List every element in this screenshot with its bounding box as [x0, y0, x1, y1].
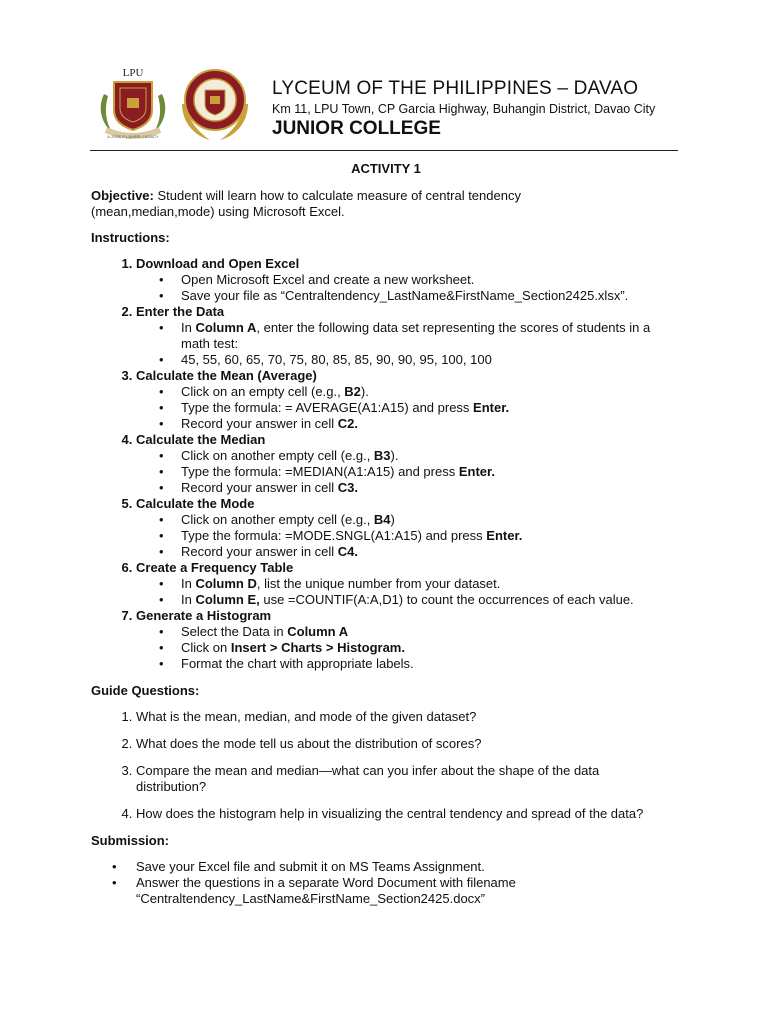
step-title: Create a Frequency Table	[136, 560, 294, 575]
instruction-step	[136, 560, 681, 608]
lpu-seal-logo	[176, 64, 254, 142]
bullet-text: Click on an empty cell (e.g.,	[181, 384, 345, 399]
objective-text: Student will learn how to calculate measure of central tendency (mean,median,mode) using Microsoft Excel.	[91, 188, 521, 219]
bullet-emphasis: B2	[344, 384, 361, 399]
submission-label: Submission:	[91, 833, 170, 848]
bullet-text: Format the chart with appropriate labels.	[181, 656, 414, 671]
bullet-text: In	[181, 576, 196, 591]
bullet-emphasis: Column A	[287, 624, 349, 639]
instruction-steps	[91, 256, 681, 672]
bullet-emphasis: Enter.	[486, 528, 523, 543]
step-bullet	[181, 416, 681, 432]
school-info	[272, 78, 655, 140]
submission-item: • Save your Excel file and submit it on MS Teams Assignment.	[136, 859, 681, 875]
bullet-text: In	[181, 592, 196, 607]
activity-title: ACTIVITY 1	[351, 161, 421, 176]
bullet-emphasis: Column D	[195, 576, 257, 591]
bullet-text: , list the unique number from your dataset.	[256, 576, 501, 591]
school-address: Km 11, LPU Town, CP Garcia Highway, Buhangin District, Davao City	[272, 102, 656, 116]
bullet-emphasis: Enter.	[473, 400, 510, 415]
bullet-text: Open Microsoft Excel and create a new worksheet.	[181, 272, 475, 287]
instruction-step	[136, 256, 681, 304]
guide-question: 2. What does the mode tell us about the distribution of scores?	[136, 736, 681, 752]
lpu-logo-text: LPU	[122, 67, 144, 79]
bullet-text: Save your file as “Centraltendency_LastName&FirstName_Section2425.xlsx”.	[181, 288, 629, 303]
step-bullets	[136, 576, 681, 608]
step-bullets	[136, 512, 681, 560]
bullet-emphasis: B4	[373, 512, 391, 527]
submission-list	[91, 859, 681, 907]
bullet-text: Record your answer in cell	[181, 544, 338, 559]
bullet-text: Type the formula: =MODE.SNGL(A1:A15) and press	[181, 528, 487, 543]
step-bullet	[181, 528, 681, 544]
step-bullet	[181, 512, 681, 528]
bullet-text: Type the formula: =MEDIAN(A1:A15) and press	[181, 464, 459, 479]
step-bullet	[181, 352, 681, 368]
step-bullets	[136, 272, 681, 304]
step-bullet	[181, 288, 681, 304]
step-title: Enter the Data	[136, 304, 225, 319]
bullet-emphasis: Column A	[195, 320, 257, 335]
bullet-emphasis: C4.	[337, 544, 359, 559]
step-bullet	[181, 576, 681, 592]
guide-question: 1. What is the mean, median, and mode of the given dataset?	[136, 709, 681, 725]
step-bullet	[181, 640, 681, 656]
step-bullet	[181, 320, 681, 352]
step-bullets	[136, 448, 681, 496]
bullet-text: Click on	[181, 640, 231, 655]
step-title: Calculate the Median	[136, 432, 266, 447]
step-bullet	[181, 384, 681, 400]
bullet-text: ).	[390, 448, 399, 463]
step-bullet	[181, 400, 681, 416]
bullet-emphasis: C3.	[337, 480, 359, 495]
submission-item: • Answer the questions in a separate Word Document with filename “Centraltendency_LastName&FirstName_Section2425.docx”	[136, 875, 556, 907]
objective	[91, 188, 561, 220]
school-unit: JUNIOR COLLEGE	[272, 118, 441, 139]
header-divider	[90, 150, 678, 151]
bullet-text: use =COUNTIF(A:A,D1) to count the occurrences of each value.	[259, 592, 634, 607]
bullet-emphasis: C2.	[337, 416, 359, 431]
step-bullet	[181, 448, 681, 464]
bullet-text: , enter the following data set representing the scores of students in a math test:	[181, 320, 651, 351]
instruction-step	[136, 608, 681, 672]
step-bullet	[181, 544, 681, 560]
step-bullet	[181, 656, 681, 672]
bullet-emphasis: B3	[373, 448, 391, 463]
instruction-step	[136, 496, 681, 560]
bullet-text: ).	[360, 384, 369, 399]
step-bullet	[181, 592, 681, 608]
step-bullets	[136, 320, 681, 368]
instruction-step	[136, 432, 681, 496]
school-name: LYCEUM OF THE PHILIPPINES – DAVAO	[272, 78, 639, 99]
step-title: Generate a Histogram	[136, 608, 272, 623]
letterhead	[92, 62, 682, 144]
lpu-logo-motto: A JOSE P LAUREL LEGACY	[107, 134, 159, 139]
activity-body	[91, 160, 681, 907]
instruction-step	[136, 304, 681, 368]
lpu-logo	[94, 64, 172, 142]
step-bullets	[136, 624, 681, 672]
bullet-text: In	[181, 320, 196, 335]
bullet-text: Click on another empty cell (e.g.,	[181, 512, 374, 527]
instructions-label: Instructions:	[91, 230, 170, 245]
step-bullet	[181, 624, 681, 640]
bullet-text: 45, 55, 60, 65, 70, 75, 80, 85, 85, 90, 90, 95, 100, 100	[181, 352, 492, 367]
step-bullets	[136, 384, 681, 432]
step-title: Calculate the Mean (Average)	[136, 368, 317, 383]
guide-questions-label: Guide Questions:	[91, 683, 200, 698]
guide-question: 4. How does the histogram help in visualizing the central tendency and spread of the data?	[136, 806, 681, 822]
bullet-text: Type the formula: = AVERAGE(A1:A15) and press	[181, 400, 474, 415]
bullet-emphasis: Enter.	[458, 464, 495, 479]
bullet-emphasis: Column E,	[195, 592, 260, 607]
guide-question: 3. Compare the mean and median—what can you infer about the shape of the data distribution?	[136, 763, 656, 795]
step-bullet	[181, 272, 681, 288]
step-bullet	[181, 480, 681, 496]
bullet-text: )	[390, 512, 395, 527]
objective-label: Objective:	[91, 188, 154, 203]
step-bullet	[181, 464, 681, 480]
bullet-text: Record your answer in cell	[181, 480, 338, 495]
step-title: Download and Open Excel	[136, 256, 300, 271]
instruction-step	[136, 368, 681, 432]
bullet-emphasis: Insert > Charts > Histogram.	[230, 640, 405, 655]
step-title: Calculate the Mode	[136, 496, 255, 511]
guide-questions-list	[91, 709, 681, 822]
bullet-text: Select the Data in	[181, 624, 288, 639]
bullet-text: Click on another empty cell (e.g.,	[181, 448, 374, 463]
bullet-text: Record your answer in cell	[181, 416, 338, 431]
